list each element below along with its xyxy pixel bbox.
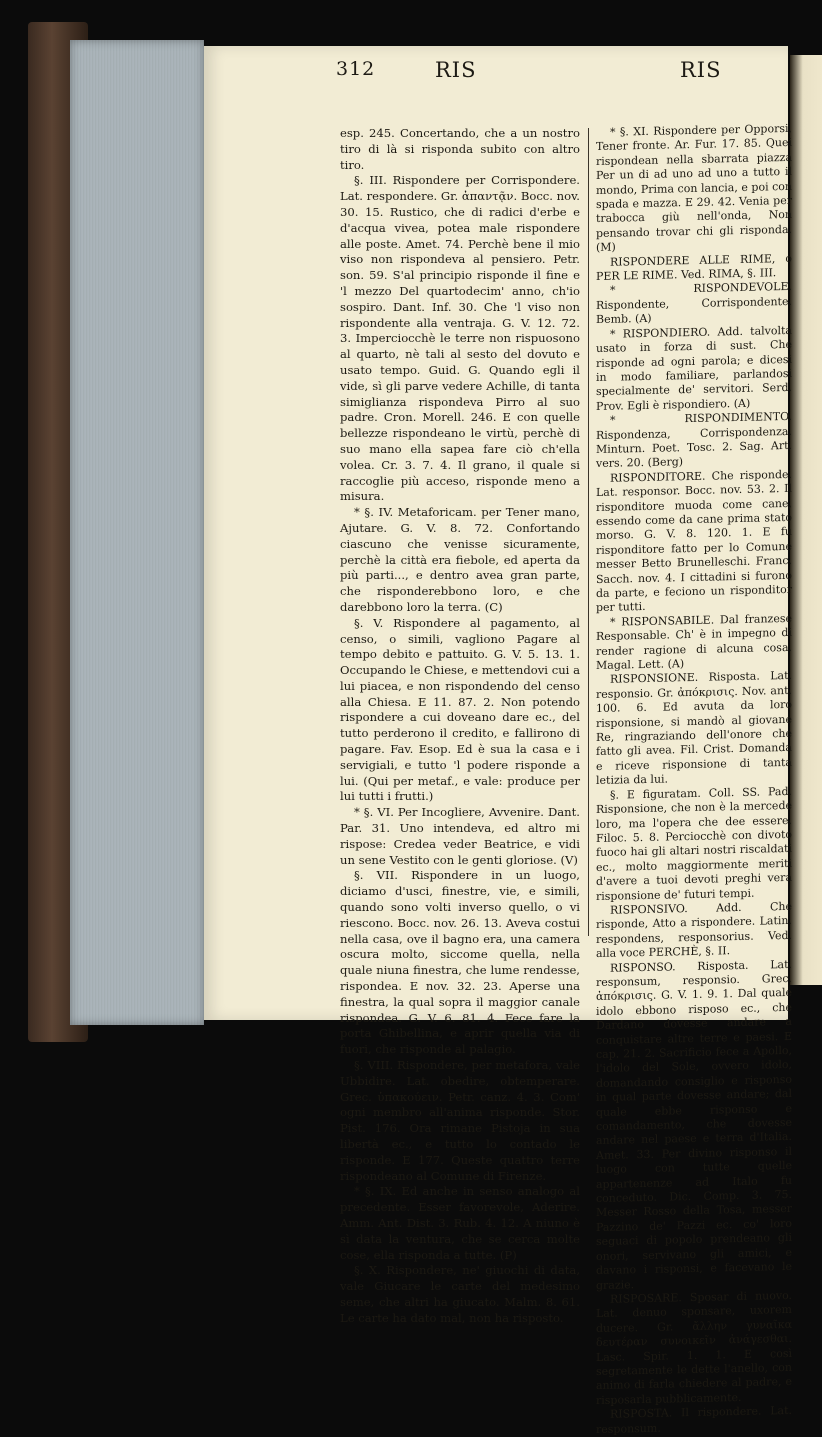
entry-paragraph: RISPOSARE. Sposar di nuovo. Lat. denuo sponsare, uxorem ducere. Gr. ἄλλην γυναῖκα δευτέραν συνοικεῖν ἀνάγεσθαι. Lasc. Spir. 1. 1. E così segretamente le dette l'anello, con animo di farla chiedere al padre, e risposarla pubblicamente. [596,1288,792,1407]
entry-paragraph: §. E figuratam. Coll. SS. Pad. Risponsione, che non è la mercede loro, ma l'opera che dee essere. Filoc. 5. 8. Perciocchè con divoto fuoco hai gli altari nostri riscaldati ec., molto maggiormente meriti d'avere a tuoi devoti preghi vera risponsione de' futuri tempi. [596,784,792,903]
entry-paragraph: * RISPONDEVOLE. Rispondente, Corrispondente. Bemb. (A) [596,280,792,327]
running-head-right: RIS [680,58,722,82]
entry-paragraph: RISPONSO. Risposta. Lat. responsum, responsio. Grec. ἀπόκρισις. G. V. 1. 9. 1. Dal quale idolo ebbono risposo ec., che Dardano dovesse andare a conquistare altre terre e paesi. E cap. 21. 2. Sacrificio fece a Apollo, l'idolo del Sole, ovvero idolo, domandando consiglio e risponso in qual parte dovesse andare; dal quale ebbe risponso e comandamento, che dovesse andare nel paese e terra d'Italia. Amet. 33. Per divino risponso il luogo con tutte quelle appartenenze ad Italo fu conceduto. Dic. Comp. 3. 75. Messer Rosso della Tosa, messer Pazzino de' Pazzi ec. co' loro seguaci di popolo prendeano gli onori, servivano gli amici, e davano i risponsi, e facevano le grazie. [596,957,792,1292]
entry-paragraph: * §. IV. Metaforicam. per Tener mano, Ajutare. G. V. 8. 72. Confortando ciascuno che venisse sicuramente, perchè la città era fiebole, ed aperta da più parti..., e dentro avea gran parte, che risponderebbono loro, e che darebbono loro la terra. (C) [340,505,580,614]
left-column [340,126,580,1327]
entry-paragraph: * §. VI. Per Incogliere, Avvenire. Dant. Par. 31. Uno intendeva, ed altro mi rispose: Credea veder Beatrice, e vidi un sene Vestito con le genti gloriose. (V) [340,805,580,867]
entry-paragraph: RISPONDERE ALLE RIME, o PER LE RIME. Ved. RIMA, §. III. [596,251,792,284]
entry-paragraph: §. V. Rispondere al pagamento, al censo, o simili, vagliono Pagare al tempo debito e pattuito. G. V. 5. 13. 1. Occupando le Chiese, e mettendovi cui a lui piacea, e non rispondendo del censo alla Chiesa. E 11. 87. 2. Non potendo rispondere a cui doveano dare ec., del tutto perderono il credito, e fallirono di pagare. Fav. Esop. Ed è sua la casa e i servigiali, e tutto 'l podere risponde a lui. (Qui per metaf., e vale: produce per lui tutti i frutti.) [340,615,580,804]
entry-paragraph: esp. 245. Concertando, che a un nostro tiro di là si risponda subito con altro tiro. [340,126,580,172]
entry-paragraph: RISPONSIONE. Risposta. Lat. responsio. Gr. ἀπόκρισις. Nov. ant. 100. 6. Ed avuta da loro risponsione, si mandò al giovane Re, ringraziando dell'onore che fatto gli avea. Fil. Crist. Domanda e riceve risponsione di tanta letizia da lui. [596,669,792,788]
entry-paragraph: * RISPONDIMENTO. Rispondenza, Corrispondenza. Minturn. Poet. Tosc. 2. Sag. Art. vers. 20. (Berg) [596,410,792,471]
page-number: 312 [336,58,376,80]
entry-paragraph: RISPONDITORE. Che risponde. Lat. responsor. Bocc. nov. 53. 2. Il risponditore muoda come cane, essendo come da cane prima stato morso. G. V. 8. 120. 1. E fu risponditore fatto per lo Comune messer Betto Brunelleschi. Franc. Sacch. nov. 4. I cittadini si furono da parte, e feciono un risponditor per tutti. [596,467,792,615]
entry-paragraph: RISPOSTA. Il rispondere. Lat. responsum. [596,1404,792,1436]
column-divider [588,128,589,936]
running-head-left: RIS [435,58,477,82]
entry-paragraph: RISPONSIVO. Add. Che risponde, Atto a rispondere. Latin. respondens, responsorius. Ved. alla voce PERCHÈ, §. II. [596,899,792,961]
entry-paragraph: * §. XI. Rispondere per Opporsi, Tener fronte. Ar. Fur. 17. 85. Quei rispondean nella sbarrata piazza Per un di ad uno ad uno a tutto il mondo, Prima con lancia, e poi con spada e mazza. E 29. 42. Venia per trabocca giù nell'onda, Non pensando trovar chi gli risponda. (M) [596,121,792,255]
entry-paragraph: §. VII. Rispondere in un luogo, diciamo d'usci, finestre, vie, e simili, quando sono volti inverso quello, o vi riescono. Bocc. nov. 26. 13. Aveva costui nella casa, ove il bagno era, una camera oscura molto, siccome quella, nella quale niuna finestra, che lume rendesse, rispondea. E nov. 32. 23. Aperse una finestra, la qual sopra il maggior canale rispondea. G. V. 6. 81. 4. Fece fare la porta Ghibellina, e aprir quella via di fuori, che risponde al palagio. [340,868,580,1057]
entry-paragraph: §. VIII. Rispondere, per metafora, vale Ubbidire. Lat. obedire, obtemperare. Grec. ὑπακούειν. Petr. canz. 4. 3. Com' ogni membro all'anima risponde. Stor. Pist. 176. Ora rimane Pistoja in sua libertà ec., e tutto lo contado le risponde. E 177. Queste quattro terre rispondeano al Comune di Firenze. [340,1058,580,1183]
entry-paragraph: §. X. Rispondere, ne' giuochi di data, vale Giucare le carte del medesimo seme, che altri ha giucato. Malm. 8. 61. Le carte ha dato mal, non ha risposto. [340,1263,580,1325]
entry-paragraph: * RISPONSABILE. Dal franzese Responsable. Ch' è in impegno di render ragione di alcuna cosa. Magal. Lett. (A) [596,611,792,673]
entry-paragraph: * RISPONDIERO. Add. talvolta usato in forza di sust. Che risponde ad ogni parola; e dicesi in modo familiare, parlandosi specialmente de' servitori. Serd. Prov. Egli è rispondiero. (A) [596,323,792,413]
entry-paragraph: * §. IX. Ed anche in senso analogo al precedente. Esser favorevole, Aderire. Amm. Ant. Dist. 3. Rub. 4. 12. A niuno è sì data la ventura, che se cerca molte cose, ella risponda a tutte. (P) [340,1184,580,1262]
page-edges [70,40,204,1025]
right-column [596,121,792,1436]
facing-page-edge [790,55,822,985]
entry-paragraph: §. III. Rispondere per Corrispondere. Lat. respondere. Gr. ἀπαντᾷν. Bocc. nov. 30. 15. Rustico, che di radici d'erbe e d'acqua vivea, potea male rispondere alle poste. Amet. 74. Perchè bene il mio viso non rispondeva al pensiero. Petr. son. 59. S'al principio risponde il fine e 'l mezzo Del quartodecim' anno, ch'io sospiro. Dant. Inf. 30. Che 'l viso non rispondente alla ventraja. G. V. 12. 72. 3. Imperciocchè le terre non rispuosono al quarto, nè tali al sesto del dovuto e usato tempo. Guid. G. Quando egli il vide, sì gli parve vedere Achille, di tanta simiglianza rispondeva Pirro al suo padre. Cron. Morell. 246. E con quelle bellezze rispondeano le virtù, perchè di suo mano ella sapea fare ciò ch'ella volea. Cr. 3. 7. 4. Il grano, il quale si raccoglie più acceso, risponde meno a misura. [340,173,580,504]
